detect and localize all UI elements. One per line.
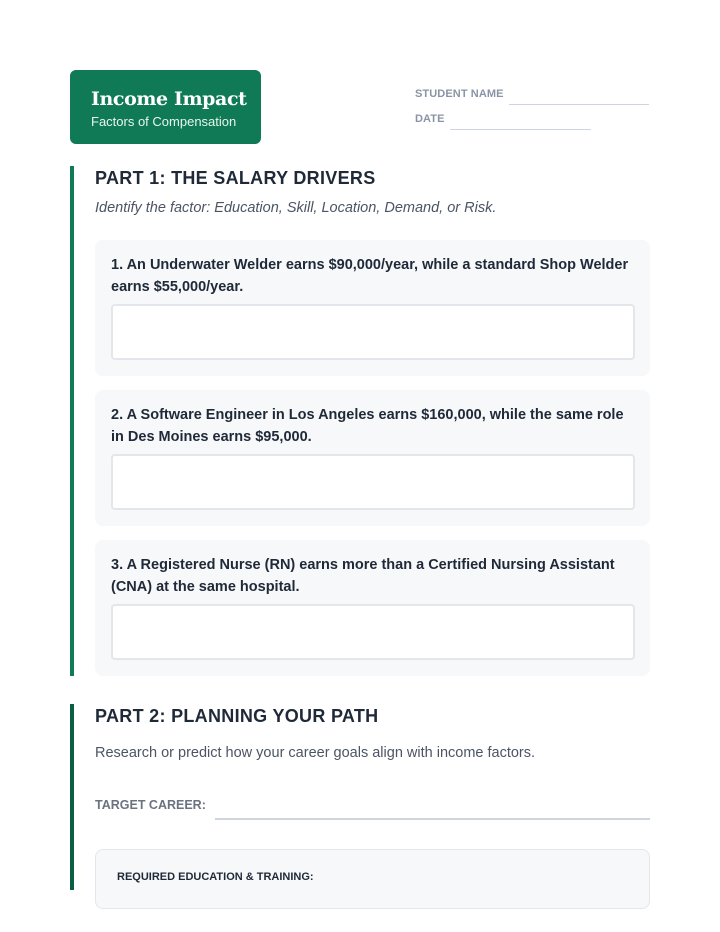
- question-1-text: 1. An Underwater Welder earns $90,000/year, while a standard Shop Welder earns $55,000/year.: [111, 257, 629, 295]
- worksheet-title: Income Impact: [91, 88, 247, 110]
- part2-section: [70, 704, 650, 890]
- part2-instructions: Research or predict how your career goals align with income factors.: [95, 745, 536, 761]
- question-2-text: 2. A Software Engineer in Los Angeles earns $160,000, while the same role in Des Moines earns $95,000.: [111, 407, 624, 445]
- worksheet-subtitle: Factors of Compensation: [91, 114, 237, 129]
- question-card-2: [95, 390, 650, 526]
- date-field[interactable]: [450, 129, 591, 130]
- question-card-1: [95, 240, 650, 376]
- part2-title: PART 2: PLANNING YOUR PATH: [95, 706, 379, 726]
- question-1-answer-box[interactable]: [111, 304, 635, 360]
- target-career-field[interactable]: [215, 818, 650, 820]
- part1-title: PART 1: THE SALARY DRIVERS: [95, 168, 376, 188]
- question-3-answer-box[interactable]: [111, 604, 635, 660]
- question-card-3: [95, 540, 650, 676]
- education-training-box[interactable]: [95, 849, 650, 909]
- date-label: DATE: [415, 113, 445, 125]
- question-2-answer-box[interactable]: [111, 454, 635, 510]
- part1-section: [70, 166, 650, 676]
- question-3-text: 3. A Registered Nurse (RN) earns more than a Certified Nursing Assistant (CNA) at the same hospital.: [111, 557, 615, 595]
- title-block: [70, 70, 261, 144]
- student-name-label: STUDENT NAME: [415, 88, 504, 100]
- student-name-field[interactable]: [509, 104, 649, 105]
- part1-instructions: Identify the factor: Education, Skill, Location, Demand, or Risk.: [95, 200, 497, 216]
- target-career-label: TARGET CAREER:: [95, 798, 206, 812]
- education-training-label: REQUIRED EDUCATION & TRAINING:: [117, 871, 314, 883]
